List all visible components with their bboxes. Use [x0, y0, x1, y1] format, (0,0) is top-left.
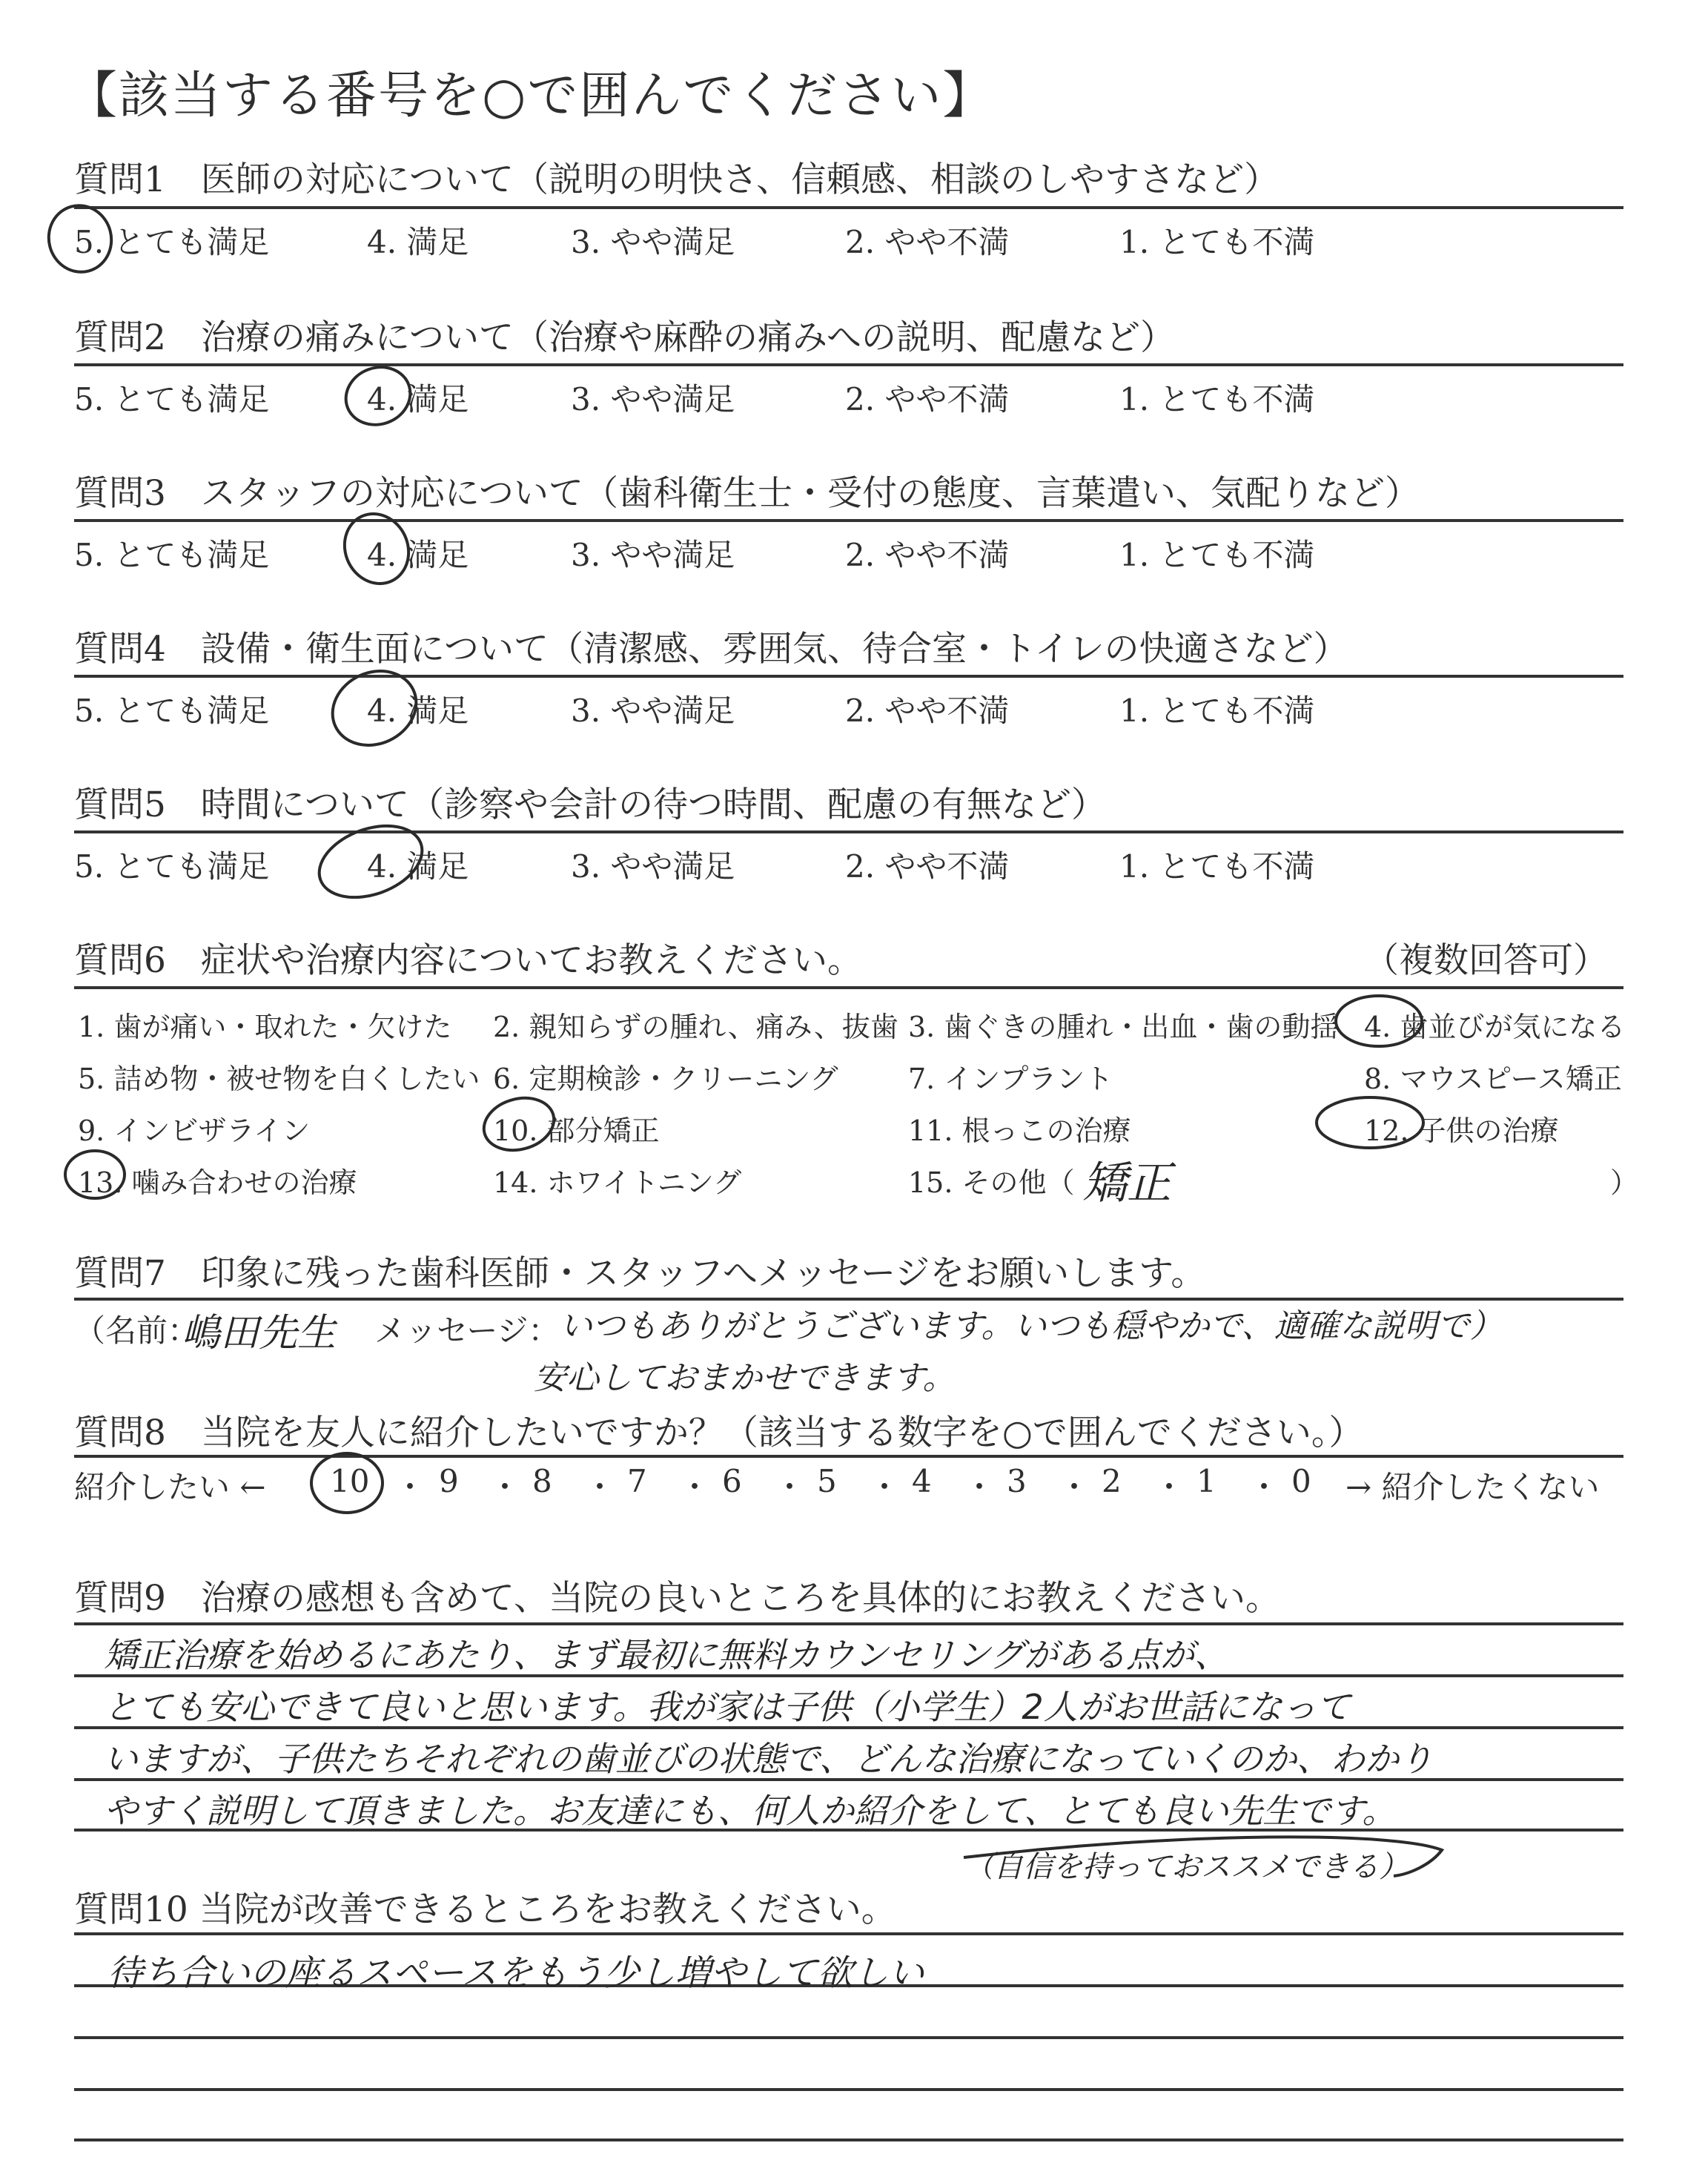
- q7-message-label: メッセージ：: [374, 1312, 560, 1349]
- q8-option-8[interactable]: 8: [532, 1463, 552, 1499]
- q4-option-4[interactable]: 4. 満足: [367, 693, 469, 729]
- question-1-label: 質問1 医師の対応について（説明の明快さ、信頼感、相談のしやすさなど）: [74, 159, 1280, 200]
- question-6-label: 質問6 症状や治療内容についてお教えください。: [74, 940, 862, 981]
- divider: [74, 206, 1623, 209]
- q7-message-line-2: 安心しておまかせできます。: [534, 1359, 956, 1397]
- q8-option-6[interactable]: 6: [722, 1463, 742, 1499]
- q3-option-3[interactable]: 3. やや満足: [571, 537, 735, 573]
- q8-left-label: 紹介したい ←: [74, 1469, 266, 1505]
- q9-answer-line-1: 矯正治療を始めるにあたり、まず最初に無料カウンセリングがある点が、: [104, 1635, 1229, 1675]
- q1-option-2[interactable]: 2. やや不満: [845, 224, 1010, 260]
- q6-option-6[interactable]: 6. 定期検診・クリーニング: [493, 1063, 838, 1095]
- q8-separator: ・: [1153, 1469, 1185, 1505]
- divider: [74, 986, 1623, 989]
- q6-option-14[interactable]: 14. ホワイトニング: [493, 1166, 742, 1199]
- q8-separator: ・: [394, 1469, 426, 1505]
- q8-option-5[interactable]: 5: [817, 1463, 837, 1499]
- q6-option-9[interactable]: 9. インビザライン: [78, 1114, 311, 1147]
- q7-name-handwritten: 嶋田先生: [182, 1311, 337, 1355]
- q7-message-line-1: いつもありがとうございます。いつも穏やかで、適確な説明で）: [560, 1307, 1503, 1345]
- page-title: 【該当する番号を○で囲んでください】: [67, 67, 995, 125]
- divider: [74, 1455, 1623, 1458]
- q1-option-5[interactable]: 5. とても満足: [74, 224, 270, 260]
- q6-option-15[interactable]: 15. その他（: [908, 1166, 1075, 1199]
- question-10-label: 質問10 当院が改善できるところをお教えください。: [74, 1889, 896, 1930]
- q8-separator: ・: [964, 1469, 996, 1505]
- q3-option-5[interactable]: 5. とても満足: [74, 537, 270, 573]
- q5-option-1[interactable]: 1. とても不満: [1119, 848, 1315, 885]
- q2-option-3[interactable]: 3. やや満足: [571, 381, 735, 417]
- q6-option-5[interactable]: 5. 詰め物・被せ物を白くしたい: [78, 1063, 480, 1095]
- q4-option-5[interactable]: 5. とても満足: [74, 693, 270, 729]
- q8-option-0[interactable]: 0: [1291, 1463, 1311, 1499]
- question-9-label: 質問9 治療の感想も含めて、当院の良いところを具体的にお教えください。: [74, 1578, 1280, 1619]
- q8-right-label: → 紹介したくない: [1345, 1469, 1600, 1505]
- q8-separator: ・: [869, 1469, 901, 1505]
- q6-option-8[interactable]: 8. マウスピース矯正: [1364, 1063, 1622, 1095]
- q6-option-11[interactable]: 11. 根っこの治療: [908, 1114, 1131, 1147]
- q5-option-3[interactable]: 3. やや満足: [571, 848, 735, 885]
- q8-separator: ・: [489, 1469, 521, 1505]
- q2-option-5[interactable]: 5. とても満足: [74, 381, 270, 417]
- q4-option-2[interactable]: 2. やや不満: [845, 693, 1010, 729]
- q7-name-label: （名前：: [74, 1312, 199, 1349]
- q9-answer-insert: （自信を持っておススメできる）: [964, 1850, 1409, 1884]
- q3-option-1[interactable]: 1. とても不満: [1119, 537, 1315, 573]
- q8-option-4[interactable]: 4: [912, 1463, 932, 1499]
- q8-option-7[interactable]: 7: [627, 1463, 647, 1499]
- answer-line: [74, 2088, 1623, 2091]
- answer-line: [74, 1622, 1623, 1625]
- q3-option-2[interactable]: 2. やや不満: [845, 537, 1010, 573]
- answer-line: [74, 1932, 1623, 1935]
- q4-option-1[interactable]: 1. とても不満: [1119, 693, 1315, 729]
- q8-separator: ・: [1059, 1469, 1090, 1505]
- q6-option-10[interactable]: 10. 部分矯正: [493, 1114, 660, 1147]
- q1-option-3[interactable]: 3. やや満足: [571, 224, 735, 260]
- q8-option-10[interactable]: 10: [330, 1463, 370, 1499]
- q2-option-1[interactable]: 1. とても不満: [1119, 381, 1315, 417]
- q9-answer-line-2: とても安心できて良いと思います。我が家は子供（小学生）2人がお世話になって: [104, 1687, 1351, 1727]
- q6-option-12[interactable]: 12. 子供の治療: [1364, 1114, 1559, 1147]
- q9-answer-line-4: やすく説明して頂きました。お友達にも、何人か紹介をして、とても良い先生です。: [104, 1791, 1397, 1831]
- answer-line: [74, 2036, 1623, 2039]
- divider: [74, 519, 1623, 522]
- question-2-label: 質問2 治療の痛みについて（治療や麻酔の痛みへの説明、配慮など）: [74, 317, 1176, 358]
- question-4-label: 質問4 設備・衛生面について（清潔感、雰囲気、待合室・トイレの快適さなど）: [74, 629, 1348, 670]
- q6-option-2[interactable]: 2. 親知らずの腫れ、痛み、抜歯: [493, 1011, 898, 1043]
- answer-line: [74, 2138, 1623, 2141]
- q5-option-2[interactable]: 2. やや不満: [845, 848, 1010, 885]
- q8-separator: ・: [774, 1469, 806, 1505]
- question-7-label: 質問7 印象に残った歯科医師・スタッフへメッセージをお願いします。: [74, 1253, 1206, 1294]
- question-8-label: 質問8 当院を友人に紹介したいですか？（該当する数字を○で囲んでください。）: [74, 1413, 1364, 1453]
- q5-option-4[interactable]: 4. 満足: [367, 848, 469, 885]
- q4-option-3[interactable]: 3. やや満足: [571, 693, 735, 729]
- q6-other-handwritten: 矯正: [1082, 1157, 1171, 1209]
- question-5-label: 質問5 時間について（診察や会計の待つ時間、配慮の有無など）: [74, 785, 1106, 825]
- q6-other-close-paren: ）: [1610, 1166, 1639, 1199]
- q3-option-4[interactable]: 4. 満足: [367, 537, 469, 573]
- q6-option-1[interactable]: 1. 歯が痛い・取れた・欠けた: [78, 1011, 452, 1043]
- divider: [74, 675, 1623, 678]
- q6-option-7[interactable]: 7. インプラント: [908, 1063, 1113, 1095]
- q5-option-5[interactable]: 5. とても満足: [74, 848, 270, 885]
- divider: [74, 363, 1623, 366]
- q6-option-3[interactable]: 3. 歯ぐきの腫れ・出血・歯の動揺: [908, 1011, 1339, 1043]
- q1-option-4[interactable]: 4. 満足: [367, 224, 469, 260]
- q9-answer-line-3: いますが、子供たちそれぞれの歯並びの状態で、どんな治療になっていくのか、わかり: [104, 1739, 1434, 1779]
- q2-option-4[interactable]: 4. 満足: [367, 381, 469, 417]
- q1-option-1[interactable]: 1. とても不満: [1119, 224, 1315, 260]
- q10-answer-handwritten: 待ち合いの座るスペースをもう少し増やして欲しい: [107, 1952, 924, 1994]
- divider: [74, 830, 1623, 833]
- q6-option-13[interactable]: 13. 噛み合わせの治療: [78, 1166, 357, 1199]
- q8-separator: ・: [1248, 1469, 1280, 1505]
- q8-option-2[interactable]: 2: [1102, 1463, 1122, 1499]
- q2-option-2[interactable]: 2. やや不満: [845, 381, 1010, 417]
- question-3-label: 質問3 スタッフの対応について（歯科衛生士・受付の態度、言葉遣い、気配りなど）: [74, 473, 1420, 514]
- q8-separator: ・: [679, 1469, 711, 1505]
- q6-option-4[interactable]: 4. 歯並びが気になる: [1364, 1011, 1626, 1043]
- question-6-note: （複数回答可）: [1364, 940, 1608, 981]
- q8-separator: ・: [584, 1469, 616, 1505]
- q8-option-1[interactable]: 1: [1196, 1463, 1217, 1499]
- q8-option-9[interactable]: 9: [439, 1463, 459, 1499]
- q8-option-3[interactable]: 3: [1007, 1463, 1027, 1499]
